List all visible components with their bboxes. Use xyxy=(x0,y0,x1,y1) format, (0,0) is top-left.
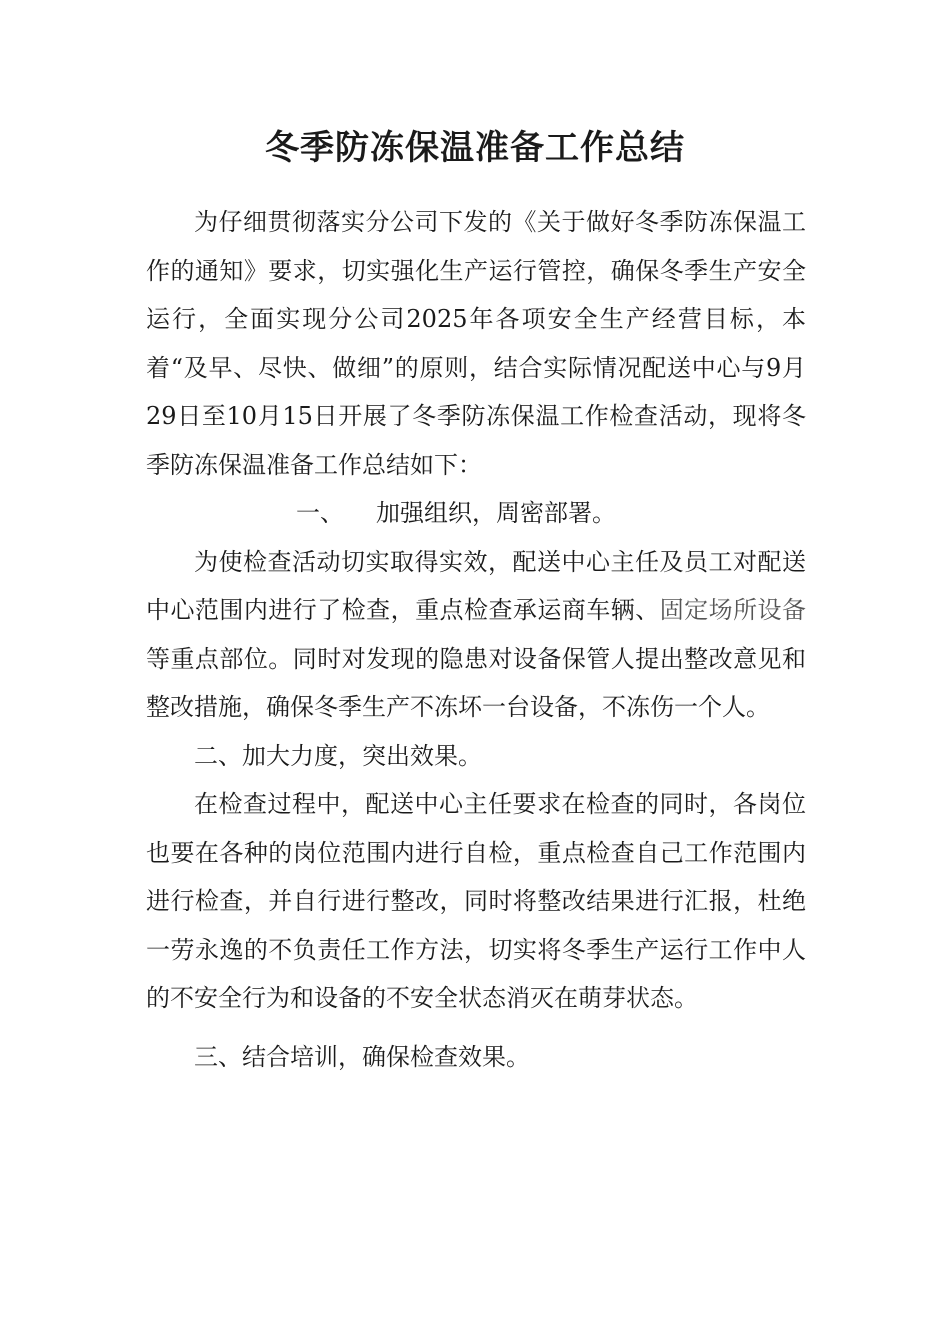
intro-paragraph: 为仔细贯彻落实分公司下发的《关于做好冬季防冻保温工作的通知》要求，切实强化生产运行管控，确保冬季生产安全运行，全面实现分公司2025年各项安全生产经营目标，本着“及早、尽快、做细”的原则，结合实际情况配送中心与9月29日至10月15日开展了冬季防冻保温工作检查活动，现将冬季防冻保温准备工作总结如下： xyxy=(146,208,806,479)
section-2-heading: 二、加大力度，突出效果。 xyxy=(194,741,482,770)
section-gap xyxy=(146,1023,806,1033)
section-1-number: 一、 xyxy=(296,499,344,527)
section-1-text-b: 等重点部位。同时对发现的隐患对设备保管人提出整改意见和整改措施，确保冬季生产不冻坏一台设备，不冻伤一个人。 xyxy=(146,644,806,721)
section-1-paragraph xyxy=(146,538,806,732)
section-3-heading: 三、结合培训，确保检查效果。 xyxy=(194,1042,530,1071)
section-1-heading xyxy=(146,489,806,538)
section-1-text-muted: 固定场所设备 xyxy=(659,596,807,624)
section-1-text-a: 为使检查活动切实取得实效，配送中心主任及员工对配送中心范围内进行了检查，重点检查承运商车辆、 xyxy=(146,547,806,624)
section-1-title: 加强组织，周密部署。 xyxy=(376,499,616,527)
document-title: 冬季防冻保温准备工作总结 xyxy=(265,128,685,168)
section-2-paragraph: 在检查过程中，配送中心主任要求在检查的同时，各岗位也要在各种的岗位范围内进行自检，重点检查自己工作范围内进行检查，并自行进行整改，同时将整改结果进行汇报，杜绝一劳永逸的不负责任工作方法，切实将冬季生产运行工作中人的不安全行为和设备的不安全状态消灭在萌芽状态。 xyxy=(146,790,806,1012)
document-body xyxy=(146,198,806,1081)
